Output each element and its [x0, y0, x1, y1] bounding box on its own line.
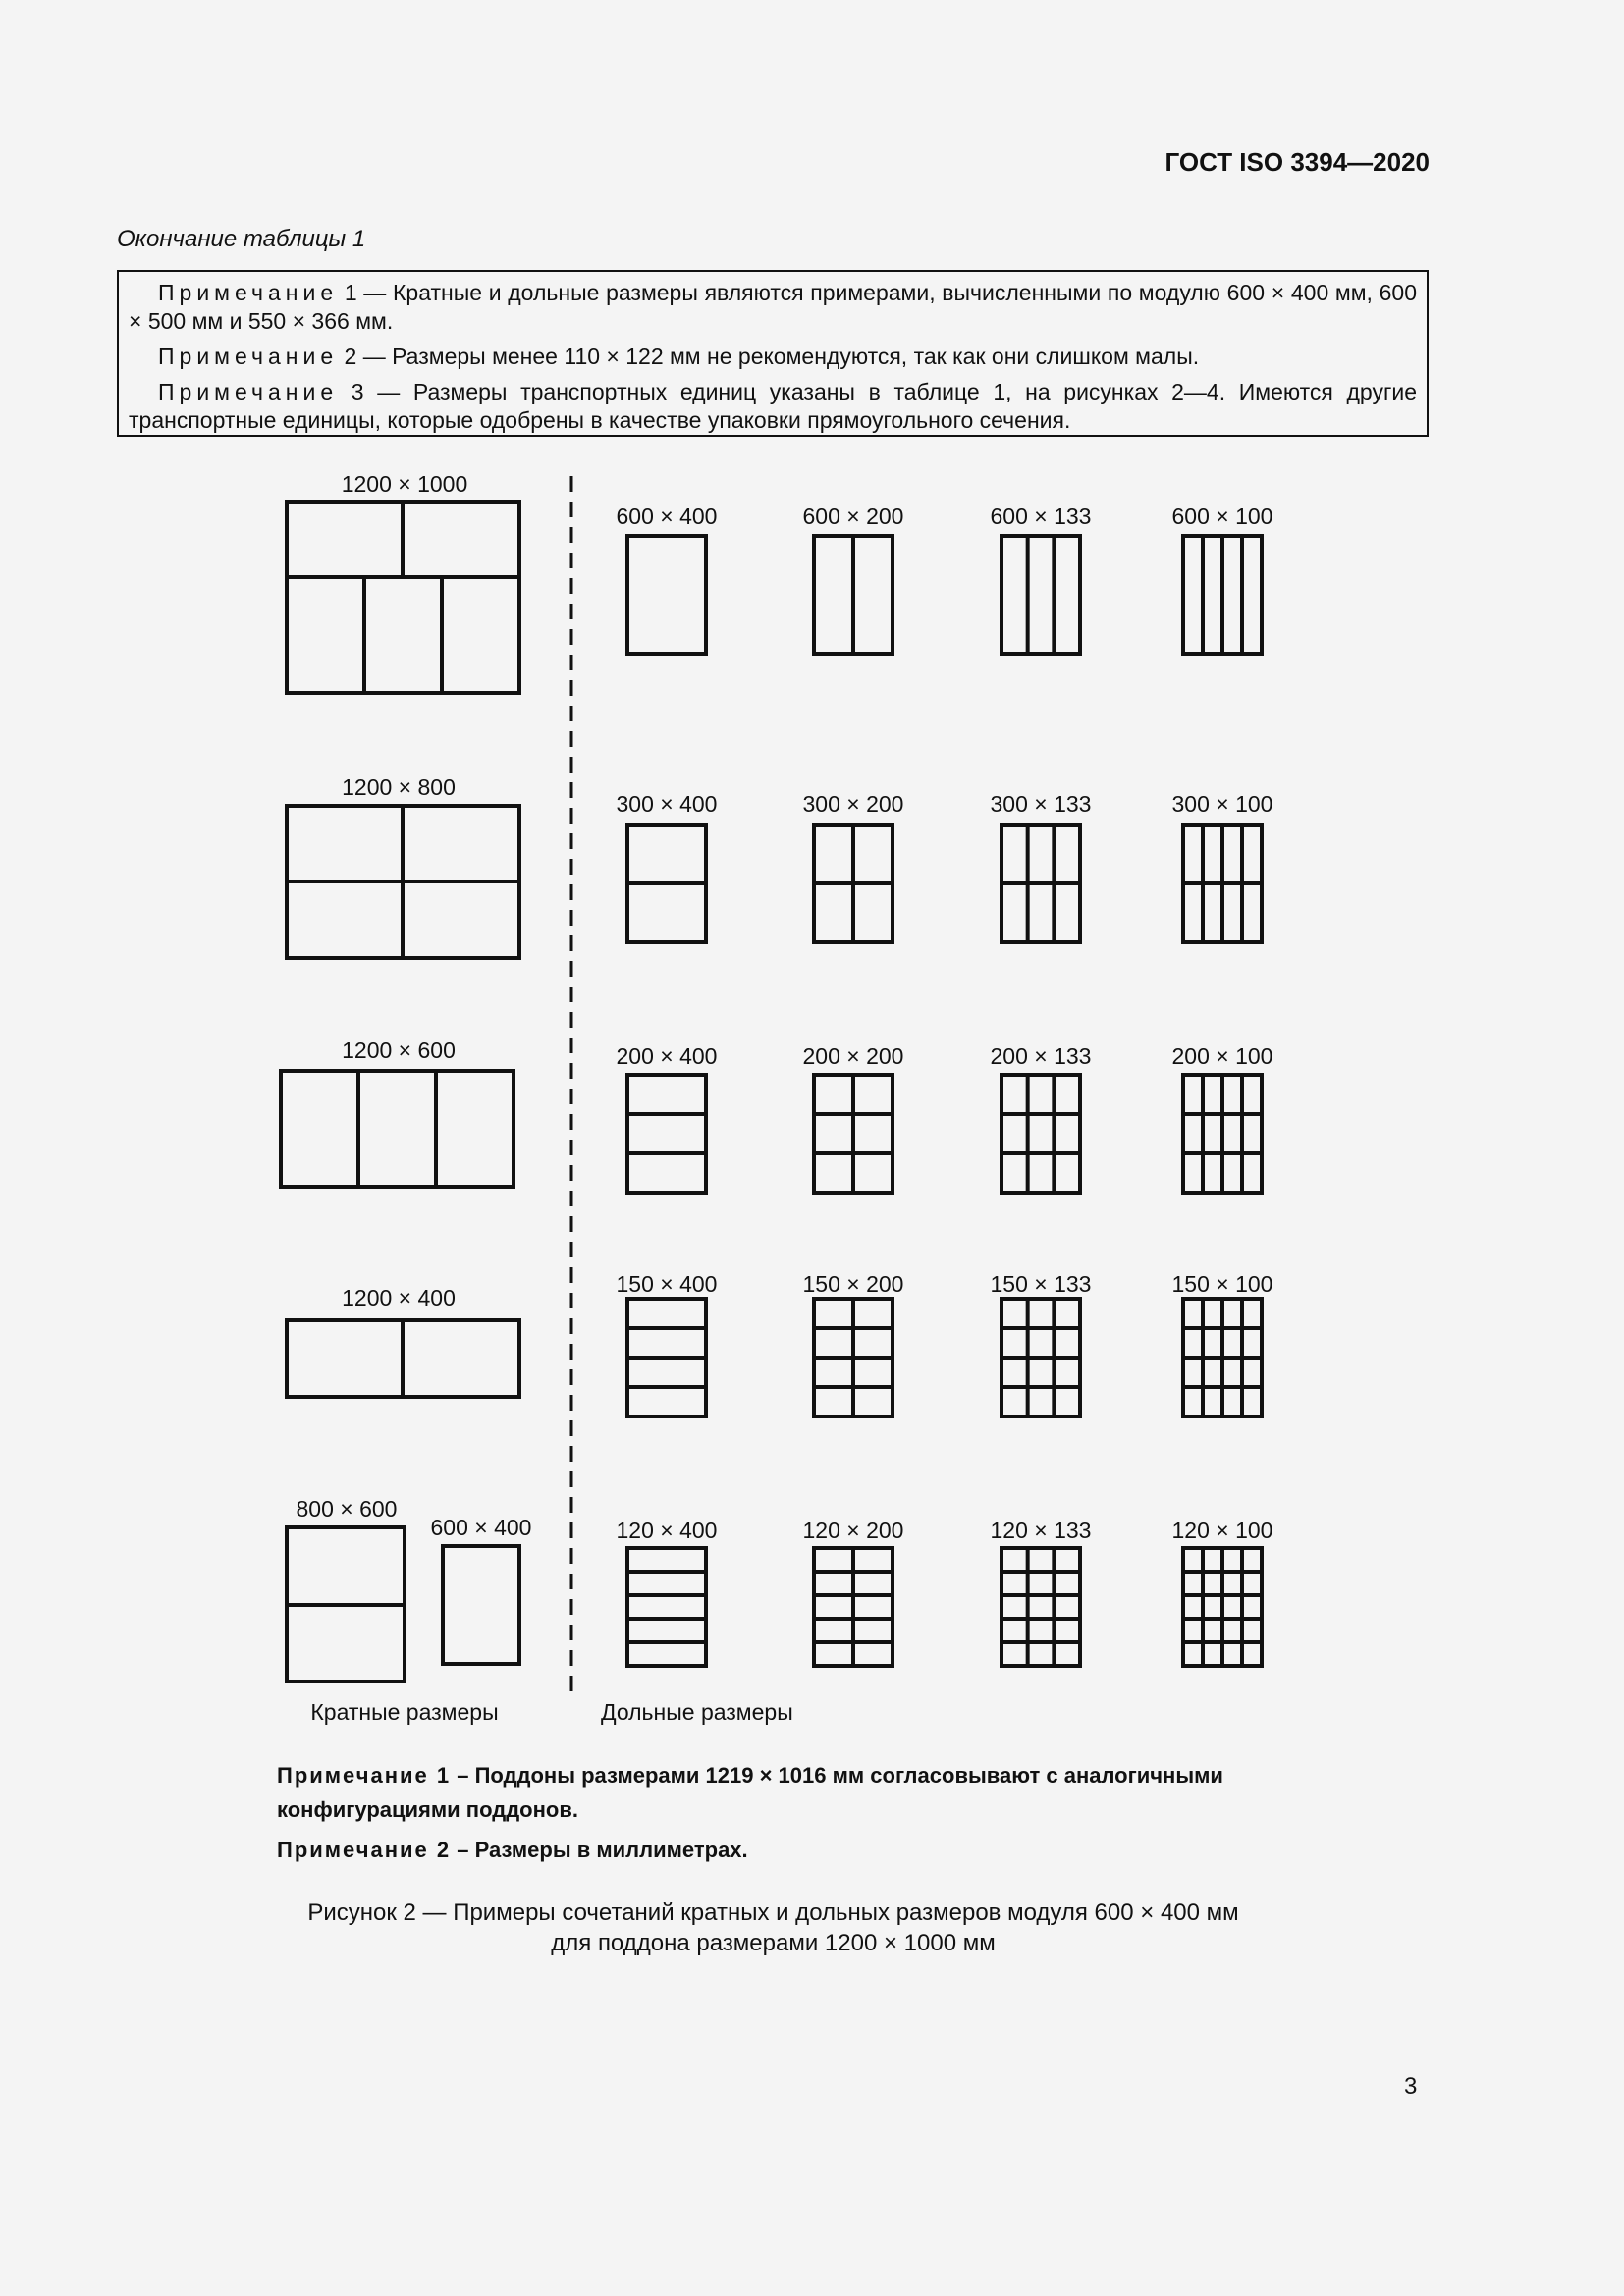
fractional-label: 120 × 100 [1171, 1518, 1273, 1543]
fractional-label: 600 × 133 [990, 504, 1092, 529]
fractional-box [627, 1548, 706, 1666]
fractional-grid [617, 504, 1273, 1666]
figure-note-label: Примечание 2 [277, 1838, 452, 1862]
fractional-item [803, 504, 904, 654]
fractional-dimensions-heading: Дольные размеры [601, 1699, 793, 1725]
figure-note-label: Примечание 1 [277, 1763, 452, 1788]
multiple-label: 1200 × 1000 [341, 471, 468, 497]
multiple-item-1200x800 [287, 774, 519, 958]
figure-caption [196, 1897, 1350, 1958]
fractional-item [1172, 1271, 1273, 1416]
fractional-label: 600 × 200 [802, 504, 904, 529]
fractional-label: 150 × 400 [616, 1271, 718, 1297]
fractional-label: 300 × 200 [802, 791, 904, 817]
multiple-item-800x600 [287, 1496, 405, 1682]
figure-caption-line-1: Рисунок 2 — Примеры сочетаний кратных и дольных размеров модуля 600 × 400 мм [307, 1899, 1239, 1926]
fractional-item [1172, 1043, 1273, 1193]
multiple-dimensions-heading: Кратные размеры [310, 1699, 499, 1725]
table-continuation-caption: Окончание таблицы 1 [117, 226, 366, 252]
fractional-item [1172, 504, 1273, 654]
fractional-label: 200 × 100 [1171, 1043, 1273, 1069]
fractional-item [617, 504, 718, 654]
fractional-label: 200 × 400 [616, 1043, 718, 1069]
fractional-label: 120 × 400 [616, 1518, 718, 1543]
fractional-item [803, 1043, 904, 1193]
fractional-label: 150 × 133 [990, 1271, 1092, 1297]
note-label: Примечание [158, 344, 339, 369]
figure-note-text: – Размеры в миллиметрах. [451, 1838, 748, 1862]
fractional-box [1001, 1075, 1080, 1193]
multiple-label: 800 × 600 [296, 1496, 398, 1522]
fractional-item [1172, 1518, 1273, 1666]
fractional-label: 300 × 400 [616, 791, 718, 817]
fractional-label: 120 × 133 [990, 1518, 1092, 1543]
fractional-box [627, 536, 706, 654]
fractional-item [617, 1043, 718, 1193]
document-id: ГОСТ ISO 3394—2020 [1164, 147, 1430, 177]
fractional-item [803, 791, 904, 942]
note-text: 2 — Размеры менее 110 × 122 мм не рекомендуются, так как они слишком малы. [338, 344, 1200, 369]
fractional-item [617, 1271, 718, 1416]
fractional-item [617, 1518, 718, 1666]
multiple-label: 1200 × 600 [342, 1038, 456, 1063]
fractional-label: 150 × 200 [802, 1271, 904, 1297]
page-number: 3 [1404, 2073, 1418, 2100]
fractional-item [991, 504, 1092, 654]
fractional-label: 150 × 100 [1171, 1271, 1273, 1297]
multiple-item-1200x400 [287, 1285, 519, 1397]
fractional-item [991, 1518, 1092, 1666]
fractional-label: 600 × 100 [1171, 504, 1273, 529]
note-text: 3 — Размеры транспортных единиц указаны в таблице 1, на рисунках 2—4. Имеются другие транспортные единицы, которые одобрены в качестве упаковки прямоугольного сечения. [129, 379, 1417, 433]
note-text: 1 — Кратные и дольные размеры являются примерами, вычисленными по модулю 600 × 400 мм, 600 × 500 мм и 550 × 366 мм. [129, 280, 1417, 334]
fractional-label: 300 × 100 [1171, 791, 1273, 817]
multiple-label: 600 × 400 [430, 1515, 532, 1540]
fractional-box [627, 1075, 706, 1193]
multiple-label: 1200 × 400 [342, 1285, 456, 1310]
multiple-label: 1200 × 800 [342, 774, 456, 800]
fractional-label: 200 × 200 [802, 1043, 904, 1069]
fractional-item [991, 791, 1092, 942]
fractional-item [991, 1043, 1092, 1193]
fractional-item [803, 1271, 904, 1416]
multiple-item-600x400 [431, 1515, 532, 1664]
fractional-label: 300 × 133 [990, 791, 1092, 817]
fractional-label: 600 × 400 [616, 504, 718, 529]
fractional-box [1001, 536, 1080, 654]
multiple-item-1200x1000 [287, 471, 519, 693]
figure-caption-line-2: для поддона размерами 1200 × 1000 мм [551, 1930, 996, 1956]
fractional-item [617, 791, 718, 942]
figure-note-1-continuation: конфигурациями поддонов. [277, 1797, 578, 1822]
fractional-label: 120 × 200 [802, 1518, 904, 1543]
fractional-item [803, 1518, 904, 1666]
note-label: Примечание [158, 379, 339, 404]
fractional-box [1001, 1548, 1080, 1666]
fractional-item [1172, 791, 1273, 942]
figure-note-2 [277, 1838, 748, 1863]
figure-note-1 [277, 1763, 1357, 1789]
fractional-label: 200 × 133 [990, 1043, 1092, 1069]
figure-note-text: – Поддоны размерами 1219 × 1016 мм согласовывают с аналогичными [451, 1763, 1223, 1788]
multiple-item-1200x600 [281, 1038, 514, 1187]
note-label: Примечание [158, 280, 339, 305]
fractional-item [991, 1271, 1092, 1416]
